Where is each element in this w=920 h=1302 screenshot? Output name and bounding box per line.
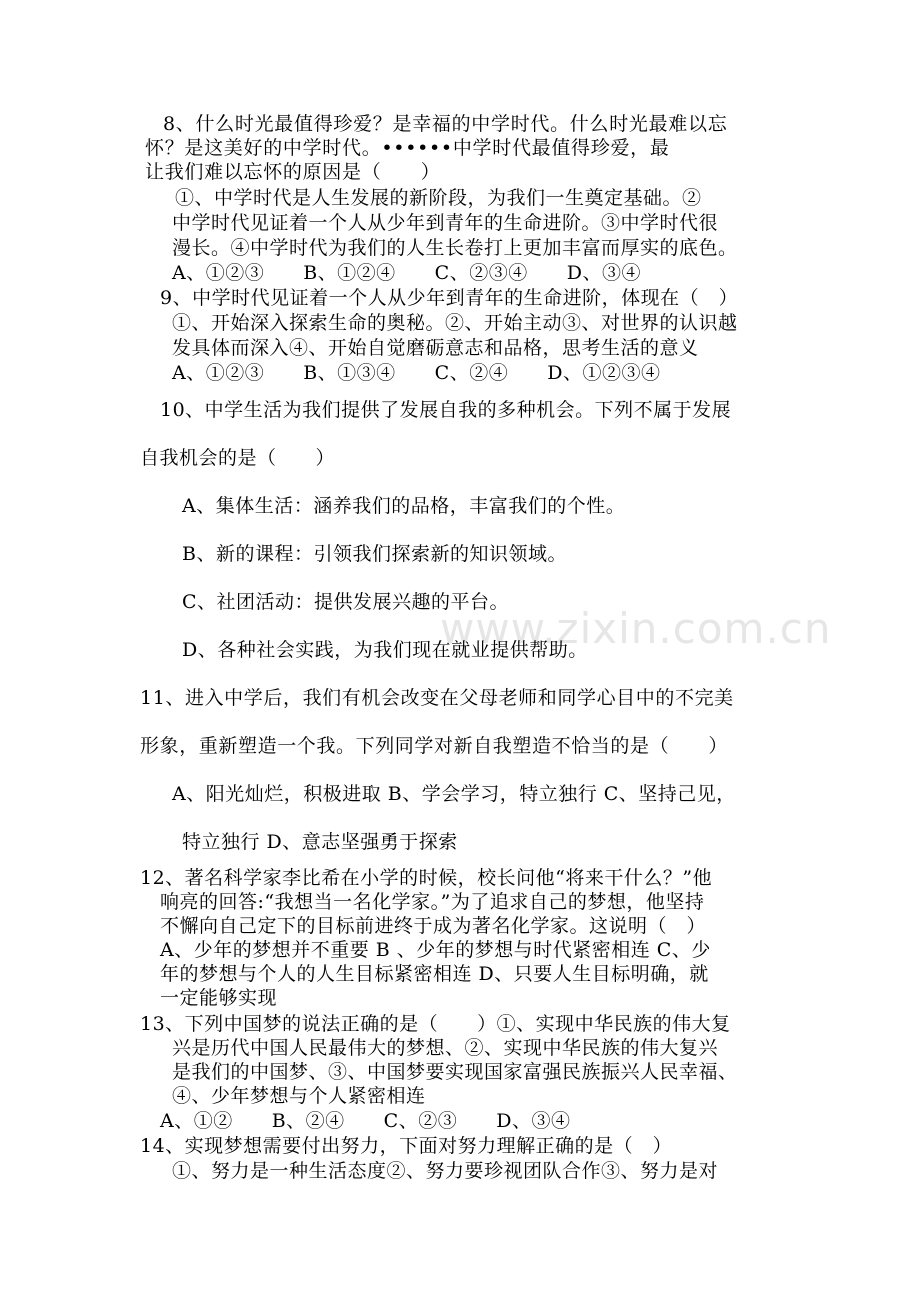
q10-option-c: C、社团活动：提供发展兴趣的平台。 xyxy=(182,591,510,613)
q8-options: A、①②③ B、①②④ C、②③④ D、③④ xyxy=(172,262,641,284)
q8-line-3: 让我们难以忘怀的原因是（ ） xyxy=(145,161,441,183)
q9-line-3: 发具体而深入④、开始自觉磨砺意志和品格，思考生活的意义 xyxy=(172,337,699,359)
q14-line-1: 14、实现梦想需要付出努力，下面对努力理解正确的是（ ） xyxy=(140,1135,673,1157)
q10-option-b: B、新的课程：引领我们探索新的知识领域。 xyxy=(182,543,567,565)
q12-line-4: A、少年的梦想并不重要 B 、少年的梦想与时代紧密相连 C、少 xyxy=(160,939,711,961)
q10-option-a: A、集体生活：涵养我们的品格，丰富我们的个性。 xyxy=(182,495,626,517)
q13-line-3: 是我们的中国梦、③、中国梦要实现国家富强民族振兴人民幸福、 xyxy=(172,1061,738,1083)
q10-line-1: 10、中学生活为我们提供了发展自我的多种机会。下列不属于发展 xyxy=(160,399,732,421)
q13-options: A、①② B、②④ C、②③ D、③④ xyxy=(160,1110,571,1132)
q13-line-1: 13、下列中国梦的说法正确的是（ ）①、实现中华民族的伟大复 xyxy=(140,1013,731,1035)
q9-line-1: 9、中学时代见证着一个人从少年到青年的生命进阶，体现在（ ） xyxy=(160,287,739,309)
q9-line-2: ①、开始深入探索生命的奥秘。②、开始主动③、对世界的认识越 xyxy=(172,312,738,334)
q12-line-5: 年的梦想与个人的人生目标紧密相连 D、只要人生目标明确，就 xyxy=(160,963,709,985)
q8-line-4: ①、中学时代是人生发展的新阶段，为我们一生奠定基础。② xyxy=(175,187,702,209)
q11-line-1: 11、进入中学后，我们有机会改变在父母老师和同学心目中的不完美 xyxy=(140,687,734,709)
q12-line-3: 不懈向自己定下的目标前进终于成为著名化学家。这说明（ ） xyxy=(160,915,707,937)
q11-line-3: A、阳光灿烂，积极进取 B、学会学习，特立独行 C、坚持己见， xyxy=(172,783,736,805)
q8-line-5: 中学时代见证着一个人从少年到青年的生命进阶。③中学时代很 xyxy=(172,212,719,234)
q10-option-d: D、各种社会实践，为我们现在就业提供帮助。 xyxy=(182,639,588,661)
q12-line-6: 一定能够实现 xyxy=(160,987,278,1009)
q8-line-1: 8、什么时光最值得珍爱？是幸福的中学时代。什么时光最难以忘 xyxy=(163,113,728,135)
q14-line-2: ①、努力是一种生活态度②、努力要珍视团队合作③、努力是对 xyxy=(172,1160,719,1182)
q13-line-4: ④、少年梦想与个人紧密相连 xyxy=(172,1085,426,1107)
q12-line-2: 响亮的回答:“我想当一名化学家。”为了追求自己的梦想，他坚持 xyxy=(160,891,705,913)
q9-options: A、①②③ B、①③④ C、②④ D、①②③④ xyxy=(172,362,661,384)
watermark: www.zixin.com.cn xyxy=(440,604,832,653)
q8-line-6: 漫长。④中学时代为我们的人生长卷打上更加丰富而厚实的底色。 xyxy=(172,237,738,259)
q8-line-2: 怀？是这美好的中学时代。••••••中学时代最值得珍爱，最 xyxy=(145,137,670,159)
q13-line-2: 兴是历代中国人民最伟大的梦想、②、实现中华民族的伟大复兴 xyxy=(172,1037,719,1059)
q11-line-4: 特立独行 D、意志坚强勇于探索 xyxy=(182,831,458,853)
q12-line-1: 12、著名科学家李比希在小学的时候，校长问他“将来干什么？”他 xyxy=(140,867,713,889)
q11-line-2: 形象，重新塑造一个我。下列同学对新自我塑造不恰当的是（ ） xyxy=(140,735,729,757)
q10-line-2: 自我机会的是（ ） xyxy=(140,447,336,469)
